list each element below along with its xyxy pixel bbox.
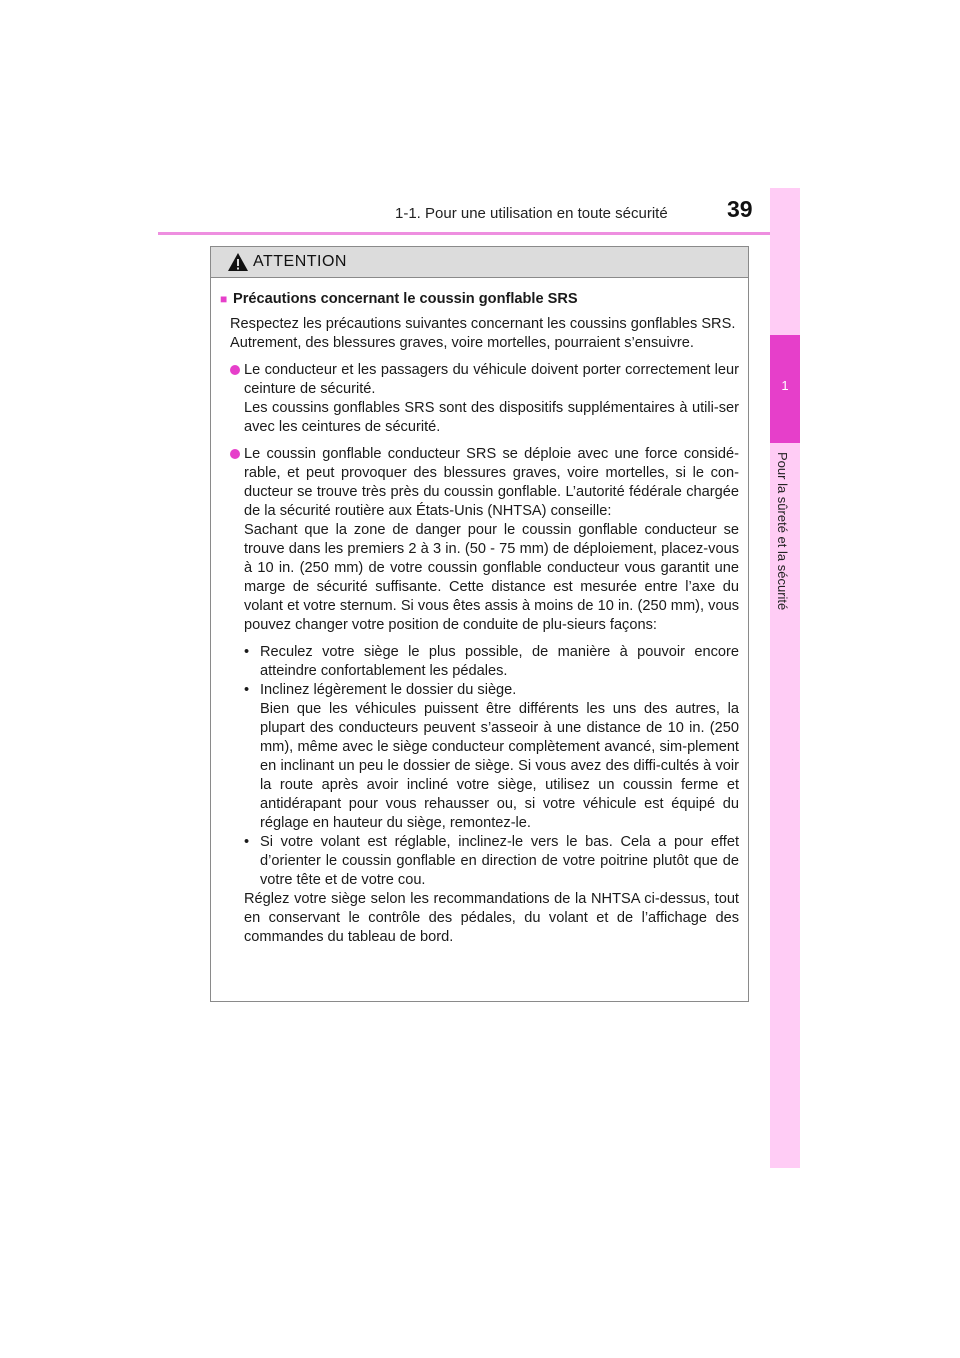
bullet-text: Le coussin gonflable conducteur SRS se déploie avec une force considé-rable, et peut provoquer des blessures graves, voire mortelles, si le con-ducteur se trouve très près du coussin gonflable. L’autorité fédérale chargée de la sécurité routière aux États-Unis (NHTSA) conseille: <box>244 446 739 519</box>
section-heading <box>220 290 739 309</box>
bullet-text: Le conducteur et les passagers du véhicule doivent porter correctement leur ceinture de sécurité. <box>244 362 739 397</box>
chapter-number: 1 <box>781 378 789 393</box>
circle-bullet-icon <box>230 361 244 437</box>
warning-box <box>210 246 749 1002</box>
list-item-text: Bien que les véhicules puissent être différents les uns des autres, la plupart des conducteurs peuvent s’asseoir à une distance de 10 in. (250 mm), même avec le siège conducteur complètement avancé, sim-plement en inclinant un peu le dossier de siège. Si vous avez des diffi-cultés à voir la route après avoir incliné votre siège, utilisez un coussin ferme et antidérapant pour vous rehausser ou, si votre véhicule est équipé du réglage en hauteur du siège, remontez-le. <box>260 701 739 831</box>
intro-paragraph: Respectez les précautions suivantes concernant les coussins gonflables SRS. <box>230 316 736 332</box>
list-item-text: Reculez votre siège le plus possible, de manière à pouvoir encore atteindre confortablement les pédales. <box>260 644 739 679</box>
dot-bullet: • <box>244 644 250 660</box>
page-number: 39 <box>727 196 753 222</box>
list-item <box>244 643 739 681</box>
dot-bullet: • <box>244 682 250 698</box>
warning-triangle-icon <box>227 252 249 272</box>
dot-bullet: • <box>244 834 250 850</box>
section-title: 1-1. Pour une utilisation en toute sécurité <box>395 205 668 222</box>
circle-bullet-icon <box>230 445 244 521</box>
intro-paragraph: Autrement, des blessures graves, voire mortelles, pourraient s’ensuivre. <box>230 335 694 351</box>
square-bullet-icon: ■ <box>220 292 228 306</box>
nhtsa-paragraph: Sachant que la zone de danger pour le coussin gonflable conducteur se trouve dans les premiers 2 à 3 in. (50 - 75 mm) de déploiement, placez-vous à 10 in. (250 mm) de votre coussin gonflable conducteur vous garantit une marge de sécurité suffisante. Cette distance est mesurée entre l’axe du volant et votre sternum. Si vous êtes assis à moins de 10 in. (250 mm), vous pouvez changer votre position de conduite de plu-sieurs façons: <box>244 522 739 633</box>
bullet-item <box>220 445 739 521</box>
list-item-text: Si votre volant est réglable, inclinez-le vers le bas. Cela a pour effet d’orienter le coussin gonflable en direction de votre poitrine plutôt que de votre tête et de votre cou. <box>260 834 739 888</box>
list-item <box>244 833 739 890</box>
warning-content <box>211 278 748 947</box>
list-item-text: Inclinez légèrement le dossier du siège. <box>260 682 517 698</box>
list-item <box>244 681 739 833</box>
section-heading-text: Précautions concernant le coussin gonflable SRS <box>233 291 578 307</box>
warning-title: ATTENTION <box>253 253 347 270</box>
intro-block <box>220 315 739 353</box>
chapter-title: Pour la sûreté et la sécurité <box>775 452 790 611</box>
final-paragraph: Réglez votre siège selon les recommandations de la NHTSA ci-dessus, tout en conservant le contrôle des pédales, du volant et de l’affichage des commandes du tableau de bord. <box>244 891 739 945</box>
header-rule <box>158 232 770 235</box>
dot-list <box>220 643 739 890</box>
bullet-text: Les coussins gonflables SRS sont des dispositifs supplémentaires à utili-ser avec les ceintures de sécurité. <box>244 400 739 435</box>
warning-header <box>211 247 748 278</box>
bullet-item <box>220 361 739 437</box>
